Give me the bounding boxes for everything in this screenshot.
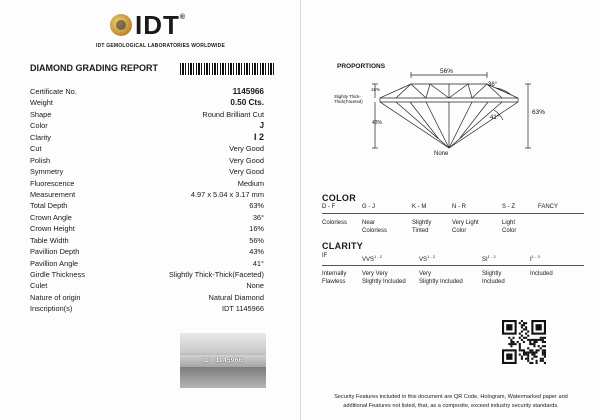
color-scale-description: Colorless bbox=[322, 220, 348, 226]
clarity-grade-codes bbox=[322, 253, 584, 263]
spec-label: Table Width bbox=[30, 235, 69, 245]
color-scale-code: N - R bbox=[452, 204, 466, 210]
spec-row bbox=[30, 200, 264, 211]
spec-value: 36° bbox=[252, 212, 264, 222]
color-scale-code: D - F bbox=[322, 204, 336, 210]
spec-row bbox=[30, 86, 264, 97]
spec-value: 0.50 Cts. bbox=[230, 98, 264, 108]
spec-value: 56% bbox=[249, 235, 264, 245]
spec-table bbox=[30, 86, 264, 315]
security-line-2: additional Features not listed, that, as a composite, exceed industry security standards. bbox=[343, 403, 559, 409]
spec-label: Shape bbox=[30, 109, 52, 119]
spec-row bbox=[30, 189, 264, 200]
girdle-label-line1: Slightly Thick- bbox=[334, 94, 361, 99]
spec-value: None bbox=[246, 281, 264, 291]
crown-angle-value: 36° bbox=[488, 82, 498, 88]
spec-value: Very Good bbox=[229, 167, 264, 177]
spec-label: Measurement bbox=[30, 189, 76, 199]
spec-label: Weight bbox=[30, 98, 53, 108]
proportions-title: PROPORTIONS bbox=[337, 63, 386, 70]
spec-label: Crown Height bbox=[30, 224, 75, 234]
spec-label: Inscription(s) bbox=[30, 304, 73, 314]
clarity-scale-description: Slightly Included bbox=[482, 271, 505, 285]
spec-row bbox=[30, 132, 264, 143]
color-scale-description: Near Colorless bbox=[362, 220, 388, 234]
clarity-scale-description: Very Slightly Included bbox=[419, 271, 463, 285]
spec-value: I 2 bbox=[253, 131, 264, 142]
spec-value: 16% bbox=[249, 224, 264, 234]
clarity-scale-code: VVS$^{1 - 2}$ bbox=[362, 254, 383, 263]
color-scale-code: FANCY bbox=[538, 204, 559, 210]
security-note bbox=[316, 393, 586, 411]
spec-row bbox=[30, 235, 264, 246]
spec-label: Crown Angle bbox=[30, 212, 72, 222]
pavilion-angle-value: 41° bbox=[490, 115, 500, 121]
clarity-scale-description: Internally Flawless bbox=[322, 271, 347, 285]
clarity-scale-description: Very Very Slightly Included bbox=[362, 271, 406, 285]
qr-code bbox=[502, 320, 546, 364]
spec-value: 43% bbox=[249, 247, 264, 257]
spec-label: Symmetry bbox=[30, 167, 64, 177]
clarity-scale-code: VS$^{1 - 2}$ bbox=[419, 254, 436, 263]
clarity-scale-description: Included bbox=[530, 271, 553, 277]
spec-label: Nature of origin bbox=[30, 292, 81, 302]
spec-row bbox=[30, 97, 264, 108]
spec-value: 4.97 x 5.04 x 3.17 mm bbox=[190, 189, 264, 199]
spec-row bbox=[30, 269, 264, 280]
color-grade-descriptions bbox=[322, 220, 584, 234]
spec-row bbox=[30, 303, 264, 314]
spec-label: Fluorescence bbox=[30, 178, 75, 188]
spec-value: J bbox=[259, 121, 264, 131]
spec-value: IDT 1145966 bbox=[221, 304, 264, 314]
spec-row bbox=[30, 120, 264, 131]
spec-value: 63% bbox=[249, 201, 264, 211]
color-scale-code: K - M bbox=[412, 204, 427, 210]
spec-value: Round Brilliant Cut bbox=[202, 109, 264, 119]
spec-row bbox=[30, 143, 264, 154]
pavilion-depth-value: 43% bbox=[372, 120, 383, 126]
spec-row bbox=[30, 280, 264, 291]
proportions-diagram bbox=[300, 60, 600, 175]
girdle-label-line2: Thick(Faceted) bbox=[334, 99, 363, 104]
spec-row bbox=[30, 292, 264, 303]
crown-height-value: 16% bbox=[371, 87, 381, 92]
spec-label: Girdle Thickness bbox=[30, 270, 85, 279]
inscription-photo-text: IDT 1145966 bbox=[202, 357, 243, 364]
spec-value: Natural Diamond bbox=[208, 292, 264, 302]
clarity-scale-code: IF bbox=[322, 253, 328, 259]
clarity-scale-code: SI$^{1 - 2}$ bbox=[482, 254, 496, 263]
spec-row bbox=[30, 246, 264, 257]
spec-value: Slightly Thick-Thick(Faceted) bbox=[168, 270, 264, 279]
spec-label: Certificate No. bbox=[30, 87, 77, 96]
spec-value: 41° bbox=[252, 258, 264, 268]
spec-row bbox=[30, 109, 264, 120]
gold-seal-icon bbox=[110, 14, 132, 36]
spec-row bbox=[30, 212, 264, 223]
clarity-scale-code: $I^{1 - 3}$ bbox=[530, 254, 540, 263]
spec-label: Culet bbox=[30, 281, 48, 291]
spec-label: Clarity bbox=[30, 132, 51, 142]
color-scale-description: Light Color bbox=[502, 220, 517, 234]
total-depth-value: 63% bbox=[532, 109, 546, 116]
report-title: DIAMOND GRADING REPORT bbox=[30, 63, 158, 73]
color-scale-code: G - J bbox=[362, 204, 375, 210]
lab-name: IDT GEMOLOGICAL LABORATORIES WORLDWIDE bbox=[96, 43, 225, 49]
spec-value: Medium bbox=[237, 178, 264, 188]
spec-label: Cut bbox=[30, 144, 42, 154]
color-scale-rule bbox=[322, 213, 584, 214]
color-scale-description: Very Light Color bbox=[452, 220, 479, 234]
spec-row bbox=[30, 223, 264, 234]
barcode bbox=[180, 63, 276, 75]
spec-value: Very Good bbox=[229, 144, 264, 154]
brand-name: IDT® bbox=[135, 10, 187, 40]
security-line-1: Security Features included in this document are QR Code, Hologram, Watermarked paper and bbox=[334, 394, 568, 400]
culet-value: None bbox=[434, 151, 449, 157]
spec-row bbox=[30, 258, 264, 269]
spec-label: Total Depth bbox=[30, 201, 68, 211]
spec-label: Polish bbox=[30, 155, 51, 165]
clarity-scale-title: CLARITY bbox=[322, 241, 364, 251]
spec-value: 1145966 bbox=[232, 87, 264, 96]
color-scale-title: COLOR bbox=[322, 193, 356, 203]
spec-row bbox=[30, 155, 264, 166]
spec-label: Color bbox=[30, 121, 48, 131]
spec-label: Pavillion Depth bbox=[30, 247, 80, 257]
clarity-grade-descriptions bbox=[322, 271, 584, 285]
spec-row bbox=[30, 178, 264, 189]
idt-logo bbox=[110, 12, 220, 44]
spec-row bbox=[30, 166, 264, 177]
color-scale-code: S - Z bbox=[502, 204, 515, 210]
spec-label: Pavillion Angle bbox=[30, 258, 79, 268]
inscription-photo bbox=[180, 333, 266, 388]
clarity-scale-rule bbox=[322, 265, 584, 266]
table-percent: 56% bbox=[440, 68, 454, 75]
color-scale-description: Slightly Tinted bbox=[412, 220, 432, 234]
spec-value: Very Good bbox=[229, 155, 264, 165]
